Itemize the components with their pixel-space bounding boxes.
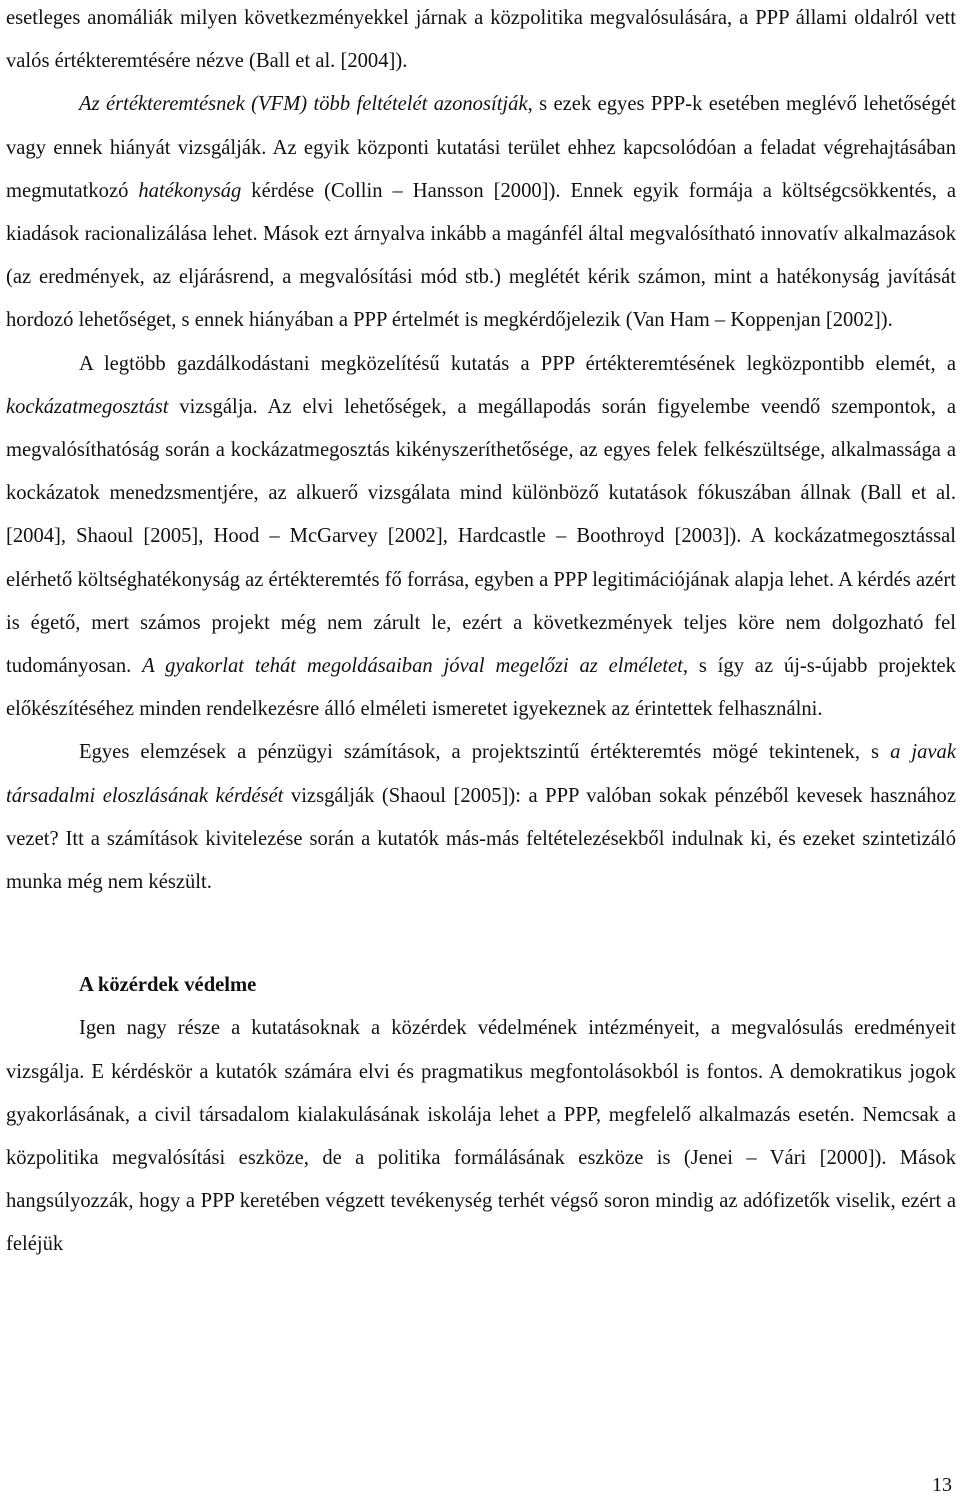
p2-s3: kérdése (Collin – Hansson [2000]). Ennek egyik formája a költségcsökkentés, a kiadások racionalizálása lehet. Mások ezt árnyalva inkább a magánfél által megvalósítható innovatív alkalmazások (az eredmények, az eljárásrend, a megvalósítási mód stb.) meglétét kérik számon, mint a hatékonyság javítását hordozó lehetőséget, s ennek hiányában a PPP értelmét is megkérdőjelezik (Van Ham – Koppenjan [2002]). [6,179,956,332]
p5-s0: Igen nagy része a kutatásoknak a közérdek védelmének intézményeit, a megvalósulás eredményeit vizsgálja. E kérdéskör a kutatók számára elvi és pragmatikus megfontolásokból is fontos. A demokratikus jogok gyakorlásának, a civil társadalom kialakulásának iskolája lehet a PPP, megfelelő alkalmazás esetén. Nemcsak a közpolitika megvalósítási eszköze, de a politika formálásának eszköze is (Jenei – Vári [2000]). Mások hangsúlyozzák, hogy a PPP keretében végzett tevékenység terhét végső soron mindig az adófizetők viselik, ezért a feléjük [6,1017,956,1256]
paragraph-2 [6,83,956,342]
p4-s0: Egyes elemzések a pénzügyi számítások, a projektszintű értékteremtés mögé tekintenek, s [79,741,891,764]
p1-s0: esetleges anomáliák milyen következményekkel járnak a közpolitika megvalósulására, a PPP állami oldalról vett valós értékteremtésére nézve (Ball et al. [2004]). [6,7,956,73]
body-text-bottom [6,1007,956,1266]
p3-s2: vizsgálja. Az elvi lehetőségek, a megállapodás során figyelembe veendő szempontok, a megvalósíthatóság során a kockázatmegosztás kikényszeríthetősége, az egyes felek felkészültsége, alkalmassága a kockázatok menedzsmentjére, az alkuerő vizsgálata mind különböző kutatások fókuszában állnak (Ball et al. [2004], Shaoul [2005], Hood – McGarvey [2002], Hardcastle – Boothroyd [2003]). A kockázatmegosztással elérhető költséghatékonyság az értékteremtés fő forrása, egyben a PPP legitimációjának alapja lehet. A kérdés azért is égető, mert számos projekt még nem zárult le, ezért a következmények teljes köre nem dolgozható fel tudományosan. [6,395,956,678]
body-text-top [6,0,956,904]
p2-s2: hatékonyság [138,179,242,202]
section-heading: A közérdek védelme [79,974,257,997]
p2-s0: Az értékteremtésnek (VFM) több feltételét azonosítják [79,93,528,116]
paragraph-5 [6,1007,956,1266]
p2-s1: , s ezek egyes PPP-k esetében meglévő lehetőségét vagy ennek hiányát vizsgálják. Az egyik központi kutatási terület ehhez kapcsolódóan a feladat végrehajtásában megmutatkozó [6,93,956,202]
paragraph-3 [6,343,956,732]
p3-s3: A gyakorlat tehát megoldásaiban jóval megelőzi az elméletet [142,655,683,678]
paragraph-1 [6,0,956,83]
document-page [6,0,956,1267]
p4-s2: vizsgálják (Shaoul [2005]): a PPP valóban sokak pénzéből kevesek hasznához vezet? Itt a számítások kivitelezése során a kutatók más-más feltételezésekből indulnak ki, és ezeket szintetizáló munka még nem készült. [6,784,956,894]
p3-s4: , s így az új-s-újabb projektek előkészítéséhez minden rendelkezésre álló elméleti ismeretet igyekeznek az érintettek felhasználni. [6,655,956,721]
paragraph-4 [6,731,956,904]
page-number: 13 [932,1474,952,1496]
p3-s1: kockázatmegosztást [6,395,169,418]
p4-s1: a javak társadalmi eloszlásának kérdését [6,741,956,807]
p3-s0: A legtöbb gazdálkodástani megközelítésű kutatás a PPP értékteremtésének legközpontibb elemét, a [79,352,956,375]
